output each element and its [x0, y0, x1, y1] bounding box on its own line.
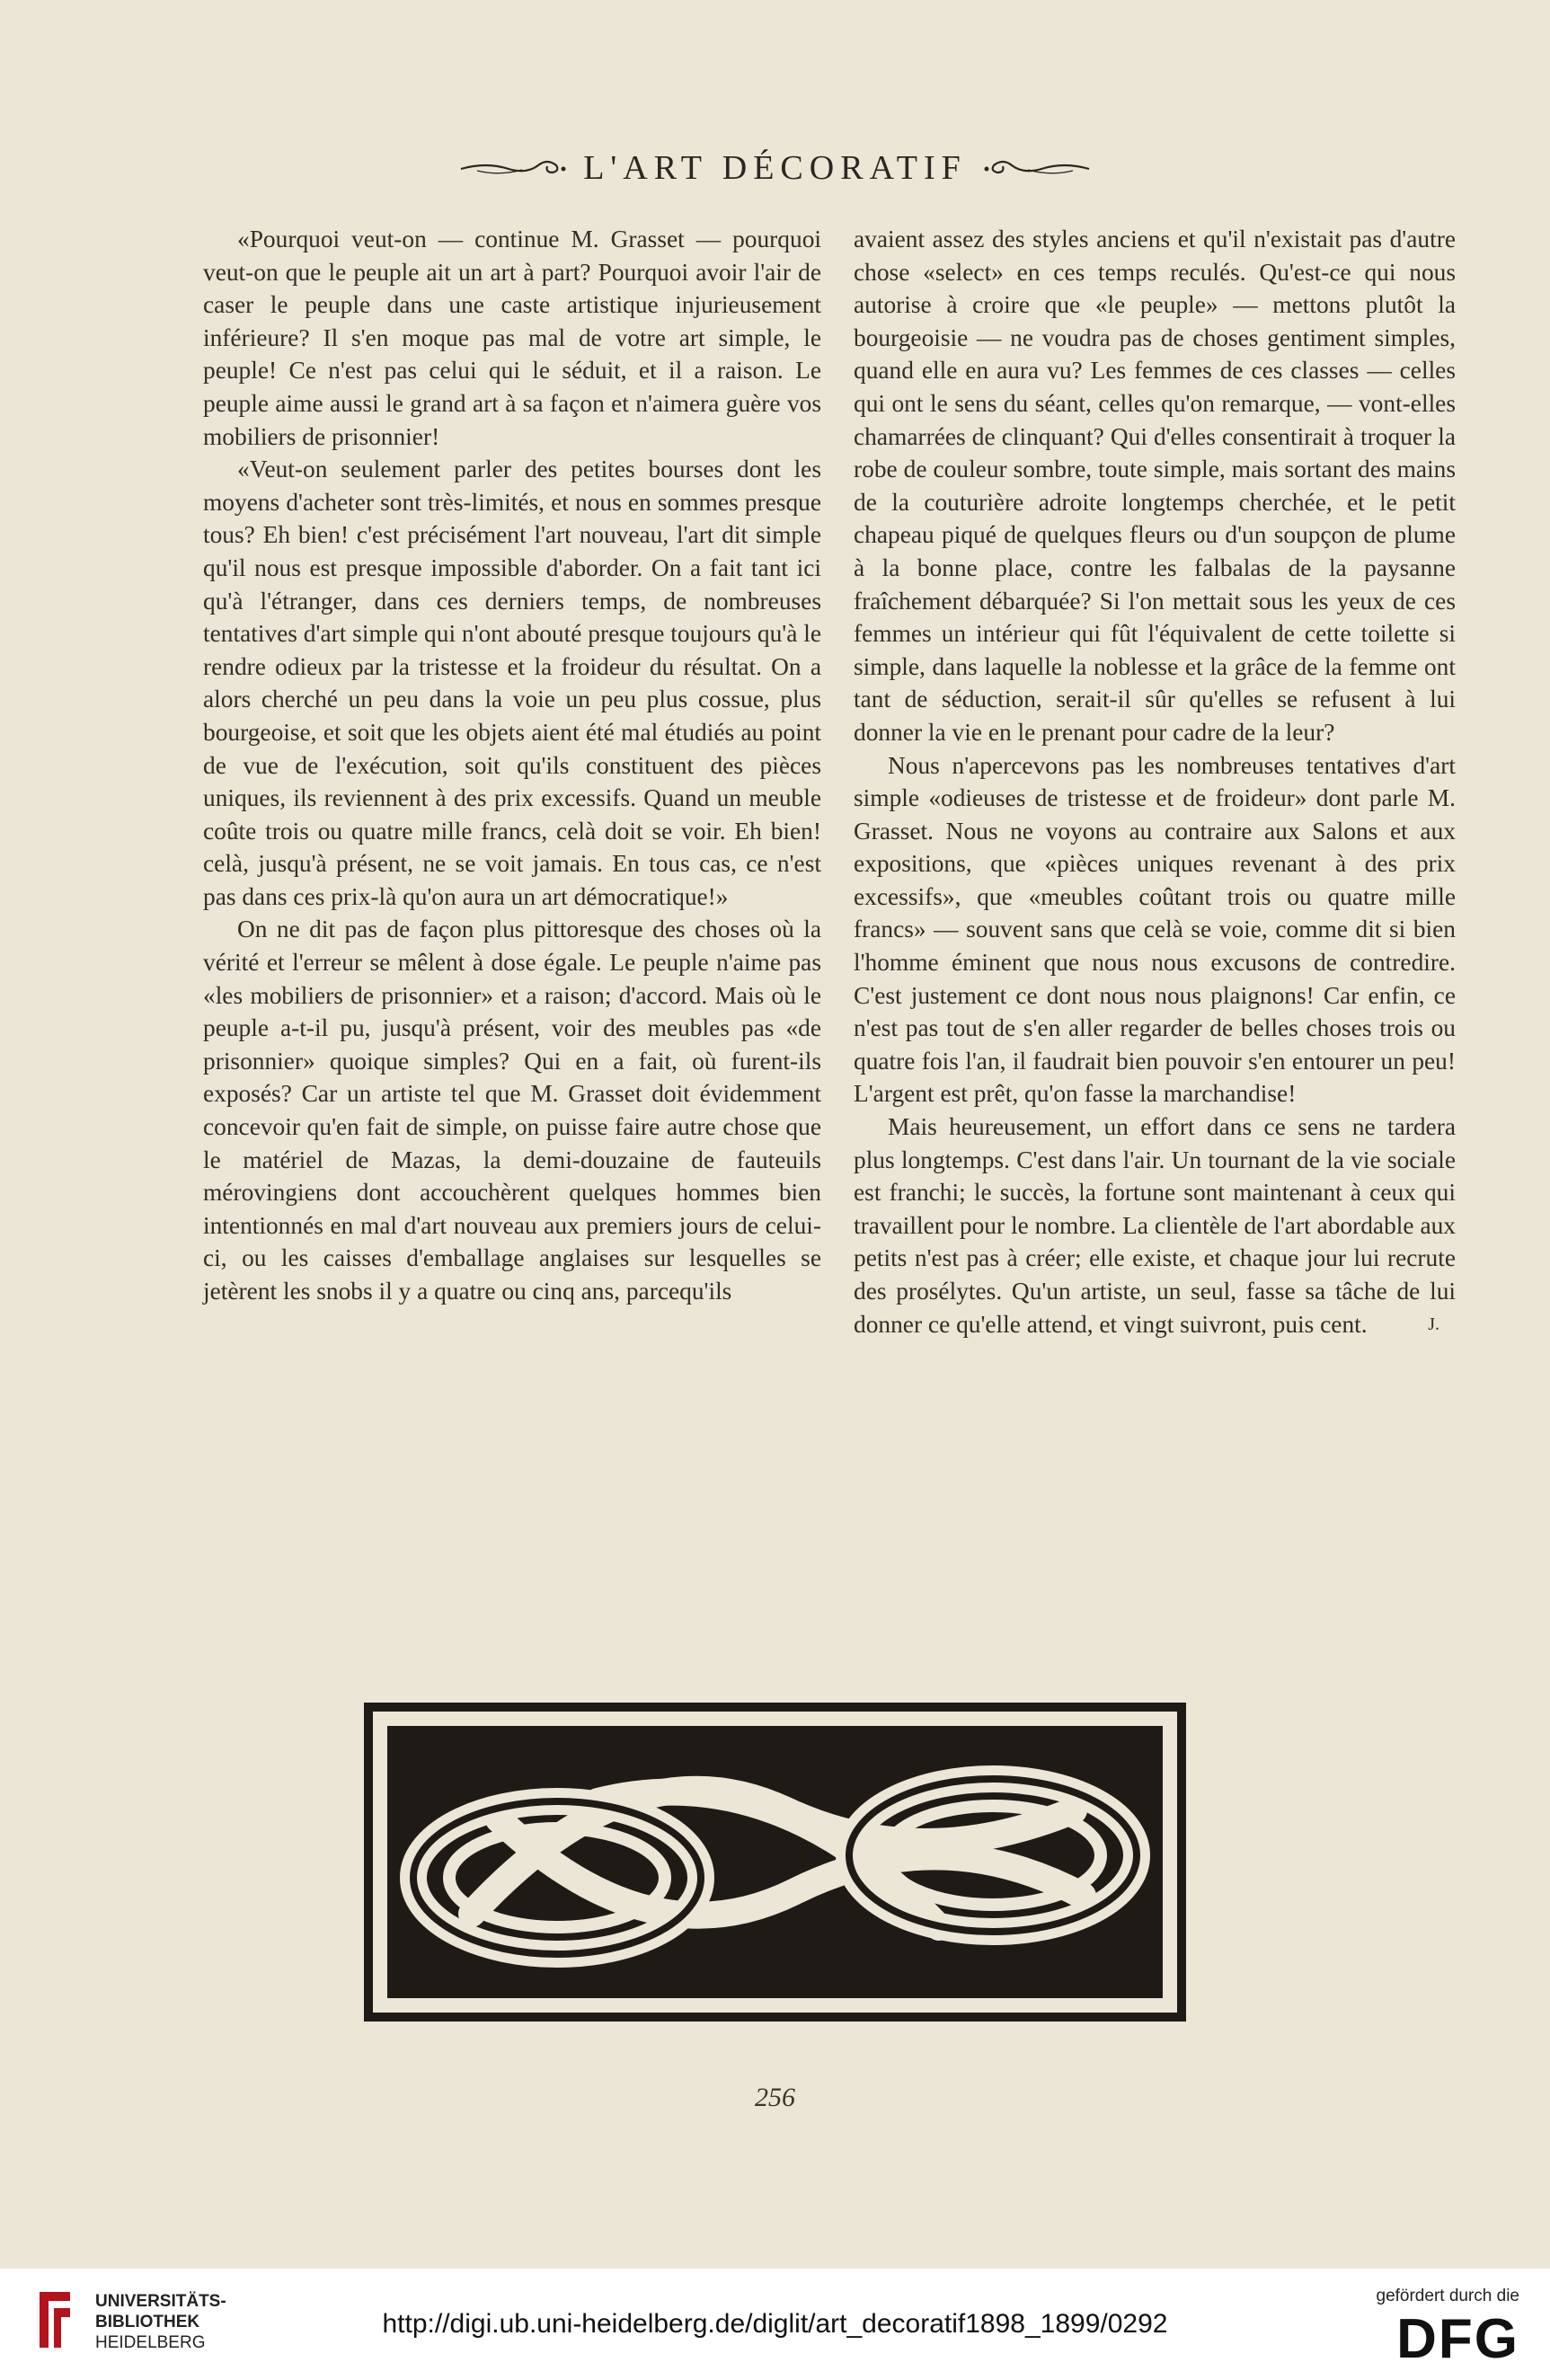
- digitization-footer: [0, 2269, 1550, 2380]
- funding-credit: [1340, 2287, 1519, 2370]
- dfg-logo: DFG: [1396, 2308, 1519, 2370]
- running-header: [0, 146, 1550, 190]
- paragraph: Nous n'apercevons pas les nombreuses tentatives d'art simple «odieuses de tristesse et de froideur» dont parle M. Grasset. Nous ne voyons au contraire aux Salons et aux expositions, que «pièces uniques revenant à des prix excessifs», que «meubles coûtant trois ou quatre mille francs» — souvent sans que celà se voie, comme dit si bien l'homme éminent que nous nous excusons de contredire. C'est justement ce dont nous nous plaignons! Car enfin, ce n'est pas tout de s'en aller regarder de belles choses trois ou quatre fois l'an, il faudrait bien pouvoir s'en entourer un peu! L'argent est prêt, qu'on fasse la marchandise!: [854, 751, 1456, 1108]
- celtic-knot-ornament: [364, 1703, 1186, 2022]
- flourish-right-icon: [983, 155, 1091, 181]
- paragraph: «Veut-on seulement parler des petites bourses dont les moyens d'acheter sont très-limités, et nous en sommes presque tous? Eh bien! c'est précisément l'art nouveau, l'art dit simple qu'il nous est presque impossible d'aborder. On a fait tant ici qu'à l'étranger, dans ces derniers temps, de nombreuses tentatives d'art simple qui n'ont abouté presque toujours qu'à le rendre odieux par la tristesse et la froideur du résultat. On a alors cherché un peu dans la voie un peu plus cossue, plus bourgeoise, et soit que les objets aient été mal étudiés au point de vue de l'exécution, soit qu'ils constituent des pièces uniques, ils reviennent à des prix excessifs. Quand un meuble coûte trois ou quatre mille francs, celà doit se voir. Eh bien! celà, jusqu'à présent, ne se voit jamais. En tous cas, ce n'est pas dans ces prix-là qu'on aura un art démocratique!»: [203, 456, 822, 910]
- text-column-left: [203, 223, 821, 1308]
- text-column-right: [854, 223, 1456, 1340]
- funding-label: gefördert durch die: [1376, 2287, 1519, 2305]
- library-name-line1: UNIVERSITÄTS-: [95, 2292, 226, 2311]
- header-title: L'ART DÉCORATIF: [583, 149, 967, 187]
- paragraph: «Pourquoi veut-on — continue M. Grasset — pourquoi veut-on que le peuple ait un art à part? Pourquoi avoir l'air de caser le peuple dans une caste artistique injurieusement inférieure? Il s'en moque pas mal de votre art simple, le peuple! Ce n'est pas celui qui le séduit, et il a raison. Le peuple aime aussi le grand art à sa façon et n'aimera guère vos mobiliers de prisonnier!: [203, 226, 821, 450]
- page-number: 256: [755, 2083, 795, 2112]
- flourish-left-icon: [459, 155, 567, 181]
- library-name-line3: HEIDELBERG: [95, 2333, 206, 2352]
- library-name-line2: BIBLIOTHEK: [95, 2313, 200, 2331]
- author-signature: J.: [1428, 1314, 1439, 1334]
- paragraph: On ne dit pas de façon plus pittoresque des choses où la vérité et l'erreur se mêlent à dose égale. Le peuple n'aime pas «les mobiliers de prisonnier» et a raison; d'accord. Mais où le peuple a-t-il pu, jusqu'à présent, voir des meubles pas «de prisonnier» quoique simples? Qui en a fait, où furent-ils exposés? Car un artiste tel que M. Grasset doit évidemment concevoir qu'en fait de simple, on puisse faire autre chose que le matériel de Mazas, la demi-douzaine de fauteuils mérovingiens dont accouchèrent quelques hommes bien intentionnés en mal d'art nouveau aux premiers jours de celui-ci, ou les caisses d'emballage anglaises sur lesquelles se jetèrent les snobs il y a quatre ou cinq ans, parcequ'ils: [203, 916, 821, 1305]
- paragraph: avaient assez des styles anciens et qu'il n'existait pas d'autre chose «select» en ces temps reculés. Qu'est-ce qui nous autorise à croire que «le peuple» — mettons plutôt la bourgeoisie — ne voudra pas de choses gentiment simples, quand elle en aura vu? Les femmes de ces classes — celles qui ont le sens du séant, celles qu'on remarque, — vont-elles chamarrées de clinquant? Qui d'elles consentirait à troquer la robe de couleur sombre, toute simple, mais sortant des mains de la couturière adroite longtemps cherchée, et le petit chapeau piqué de quelques fleurs ou d'un soupçon de plume à la bonne place, contre les falbalas de la paysanne fraîchement débarquée? Si l'on mettait sous les yeux de ces femmes un intérieur qui fût l'équivalent de cette toilette si simple, dans laquelle la noblesse et la grâce de la femme ont tant de séduction, serait-il sûr qu'elles se refusent à lui donner la vie en le prenant pour cadre de la leur?: [854, 226, 1456, 746]
- paragraph-text: Mais heureusement, un effort dans ce sens ne tardera plus longtemps. C'est dans l'air. Un tournant de la vie sociale est franchi; le succès, la fortune sont maintenant à ceux qui travaillent pour le nombre. La clientèle de l'art abordable aux petits n'est pas à créer; elle existe, et chaque jour lui recrute des prosélytes. Qu'un artiste, un seul, fasse sa tâche de lui donner ce qu'elle attend, et vingt suivront, puis cent.: [854, 1113, 1456, 1338]
- paragraph: [854, 1110, 1456, 1340]
- permalink-url[interactable]: http://digi.ub.uni-heidelberg.de/diglit/art_decoratif1898_1899/0292: [382, 2309, 1168, 2339]
